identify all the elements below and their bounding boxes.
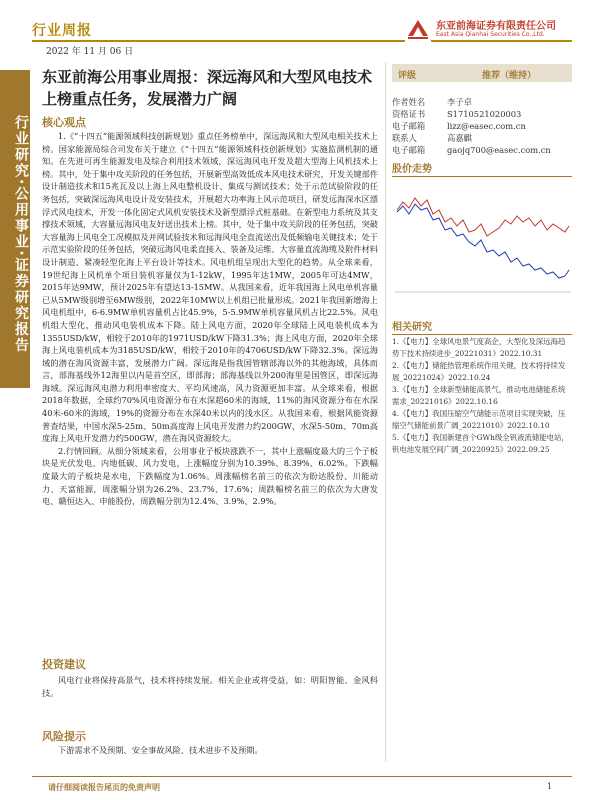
- related-item[interactable]: 3.《【电力】全球新型储能高景气，推动电池储能系统需求_20221016》2022.10.16: [392, 385, 566, 406]
- section-heading-risk: 风险提示: [42, 730, 86, 743]
- analyst-row: 联系人 高嘉麒: [392, 133, 472, 143]
- sidebar-category-label: 行业研究·公用事业·证券研究报告: [0, 70, 30, 388]
- report-type-title: 行业周报: [32, 23, 92, 39]
- stock-price-chart: [395, 180, 571, 302]
- analyst-row: 资格证书 S1710521020003: [392, 109, 522, 119]
- related-item[interactable]: 1.《【电力】全球风电景气度高企，大型化及深远海趋势下技术持续进步_20221031》2022.10.31: [392, 337, 566, 358]
- stock-chart-heading: 股价走势: [392, 160, 572, 177]
- invest-body: [42, 674, 378, 699]
- rating-value: 推荐（维持）: [482, 71, 537, 81]
- report-date: 2022 年 11 月 06 日: [46, 47, 134, 57]
- invest-paragraph: 风电行业将保持高景气，技术将持续发展。相关企业或将受益，如：明阳智能、金风科技。: [42, 675, 378, 698]
- core-paragraph-2: 2.行情回顾。从细分领域来看，公用事业子板块涨跌不一，其中上涨幅度最大的三个子板块是光伏发电、内地低碳、风力发电，上涨幅度分别为10.39%、8.39%、6.02%。下跌幅度最大的子板块是水电，下跌幅度为1.06%。周涨幅榜名前三的依次为盼达股份、川能动力、天富能源，周涨幅分别为26.2%、23.7%、17.6%；周跌幅榜名前三的依次为大唐发电、赣恒达入、申能股份，周跌幅分别为12.4%、3.9%、2.9%。: [42, 445, 378, 507]
- risk-paragraph: 下游需求不及预期、安全事故风险、技术进步不及预期。: [58, 745, 263, 755]
- related-item[interactable]: 5.《【电力】我国新建首个GWh级全钒液流储能电站，钒电池发展空间广阔_20220925》2022.09.25: [392, 433, 569, 454]
- header-rule: [32, 40, 572, 42]
- report-title: 东亚前海公用事业周报：深远海风和大型风电技术上榜重点任务，发展潜力广阔: [42, 68, 373, 108]
- section-heading-invest: 投资建议: [42, 658, 86, 671]
- footer-rule: [32, 776, 572, 777]
- company-name-en: East Asia Qianhai Securities Co.,Ltd.: [436, 31, 545, 38]
- risk-body: [42, 744, 378, 757]
- rating-label: 评级: [398, 71, 417, 81]
- series-line-sector: [397, 198, 569, 236]
- analyst-row: 电子邮箱 lizz@easec.com.cn: [392, 121, 526, 131]
- column-divider: [385, 62, 386, 762]
- related-research-heading: 相关研究: [392, 318, 572, 335]
- analyst-row: 电子邮箱 gaojq700@easec.com.cn: [392, 145, 551, 155]
- core-body: [42, 130, 378, 508]
- rating-bar: [392, 64, 572, 82]
- core-paragraph-1: 1.《“十四五”能源领域科技创新规划》重点任务榜单中，深远海风和大型风电相关技术上榜。国家能源局综合司发布关于建立《“十四五”能源领域科技创新规划》实施监测机制的通知。在先进可再生能源发电及综合利用技术领域，深远海风电开发及超大型海上风机技术上榜。其中，处于集中攻关阶段的任务包括，开展新型高效低成本风电技术研究，开发关键部件设计制造技术和15兆瓦及以上海上风电整机设计、集成与测试技术；处于示范试验阶段的任务包括，突破深远海风电设计及安装技术，开展超大功率海上风示范项目，研发远海深水区漂浮式风电技术，开发一体化固定式风机安装技术及新型漂浮式桩基础。在新型电力系统及其支撑技术领域，大容量远海风电友好送出技术上榜。其中，处于集中攻关阶段的任务包括，突破大容量海上风电全工况模拟及并网试验技术和远海风电全直流送出及低频输电关键技术；处于示范实验阶段的任务包括，突破远海风电柔直接入、装备及运维、大容量直流海缆及附件材料设计制造、紧凑轻型化海上平台设计等技术。风电机组呈现出大型化的趋势。从全球来看，19世纪海上风机单个项目装机容量仅为1-12kW，1995年达1MW，2005年可达4MW，2015年达9MW，预计2025年有望达13-15MW。从我国来看，近年我国海上风电单机容量已从5MW级别增至6MW级别，2022年10MW以上机组已批量形成。2021年我国新增海上风电机组中，6-6.9MW单机容量机占比45.9%，5-5.9MW单机容量风机占比22.5%。风电机组大型化，推动风电装机成本下降。陆上风电方面，2020年全球陆上风电装机成本为1355USD/kW，相较于2010年的1971USD/kW下降31.3%；海上风电方面，2020年全球海上风电装机成本为3185USD/kW，相较于2010年的4706USD/kW下降32.3%。深远海域的潜在海风资源丰富，发展潜力广阔。深远海是指我国管辖部海以外的其他海域，具体而言，部海基线外12海里以内是首空区，即部海；部海基线以外200海里是国管区，即深远海海域。深远海风电潜力利用率密度大、平均风速高，风力资源更加丰富。从全球来看，根据2018年数据，全球约70%风电资源分布在水深超60米的海域，11%的海风资源分布在水深40米-60米的海域，19%的资源分布在水深40米以内的浅水区。从我国来看，根据风能资源普查结果，中国水深5-25m、50m高度海上风电开发潜力约200GW，水深5-50m、70m高度海上风电开发潜力约500GW，潜在海风资源较大。: [42, 131, 378, 444]
- series-line-index: [397, 204, 569, 278]
- section-heading-core: 核心观点: [42, 116, 86, 129]
- analyst-info-table: [392, 96, 551, 156]
- related-research-list: [392, 336, 572, 456]
- related-item[interactable]: 4.《【电力】我国压缩空气储能示范项目实现突破，压缩空气储能前景广阔_20221010》2022.10.10: [392, 409, 566, 430]
- footer-disclaimer: 请仔细阅读报告尾页的免责声明: [48, 783, 160, 792]
- company-logo-icon: [405, 16, 431, 42]
- analyst-row: 作者姓名 李子卓: [392, 97, 472, 107]
- page-number: 1: [547, 782, 553, 791]
- related-item[interactable]: 2.《【电力】储能热管理系统作用关键，技术将持续发展_20221024》2022.10.24: [392, 361, 566, 382]
- company-name-cn: 东亚前海证券有限责任公司: [436, 21, 556, 32]
